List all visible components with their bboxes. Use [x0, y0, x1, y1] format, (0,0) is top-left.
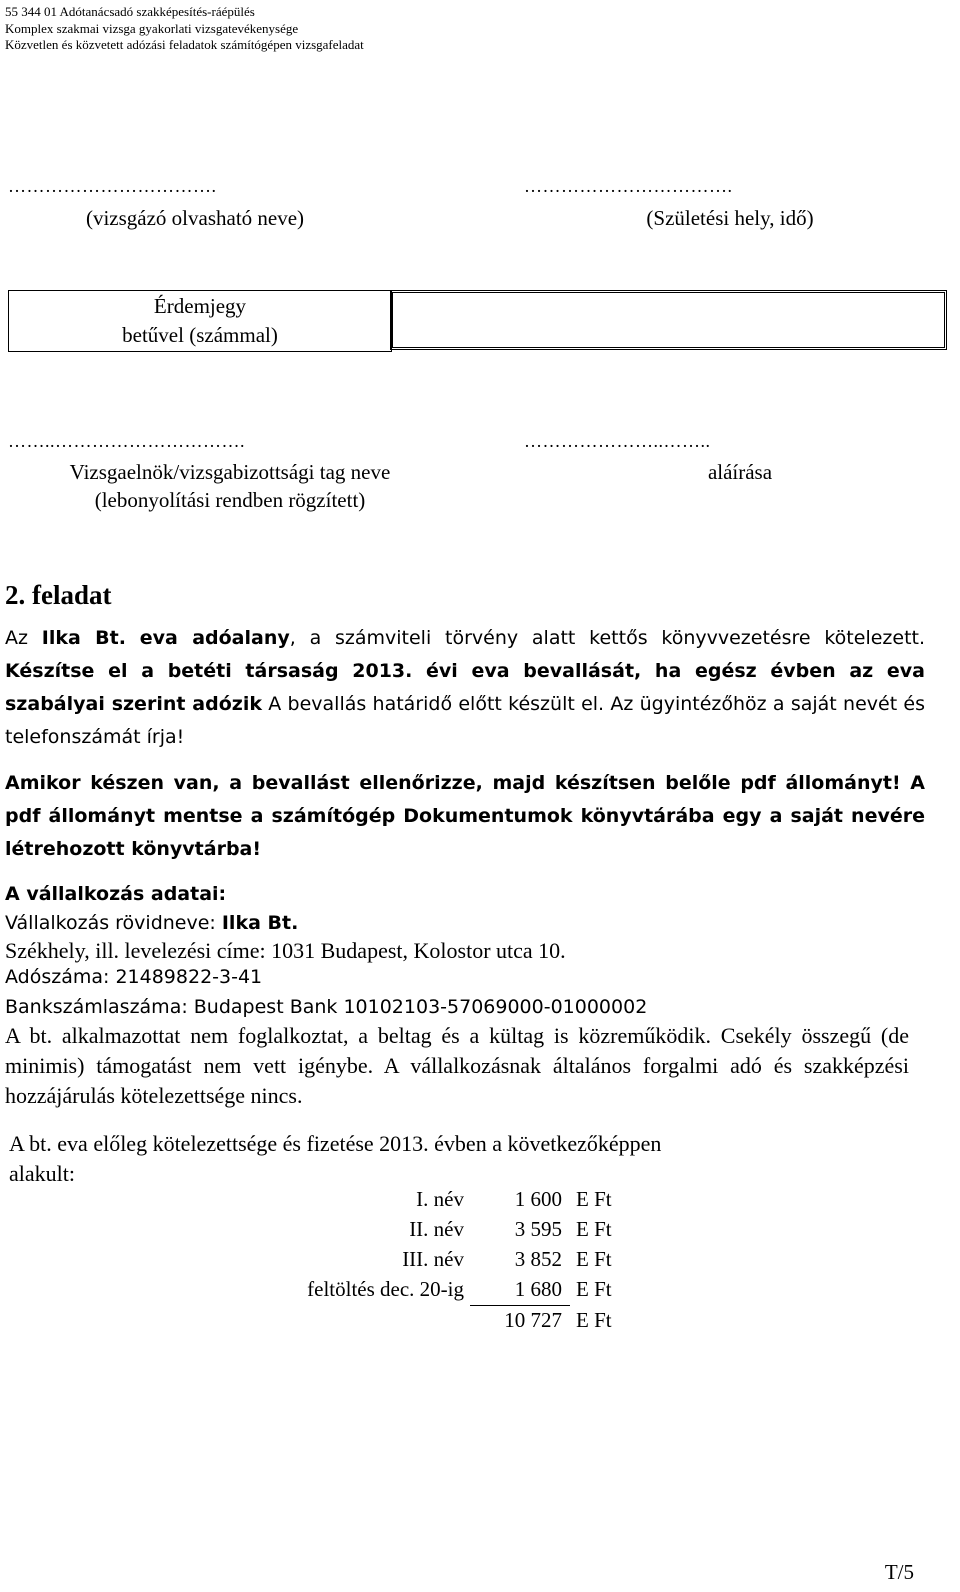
header-line-1: 55 344 01 Adótanácsadó szakképesítés-ráépülés: [5, 4, 255, 19]
p1-text-e: , a számviteli törvény alatt kettős könyvvezetésre kötelezett.: [289, 627, 926, 649]
payment-label: I. név: [416, 1187, 464, 1211]
payment-unit: E Ft: [576, 1187, 612, 1211]
task-title: 2. feladat: [5, 580, 112, 610]
company-tax-number: Adószáma: 21489822-3-41: [5, 966, 263, 988]
p1-text-g: A bevallás határidő előtt készült el. Az ügyintézőhöz a saját nevét és telefonszámát írja!: [5, 693, 926, 748]
payment-unit: E Ft: [576, 1308, 612, 1332]
candidate-name-dots: …………………………….: [8, 176, 217, 196]
short-name-label: Vállalkozás rövidneve:: [5, 912, 222, 934]
payment-row: [0, 1217, 960, 1247]
payment-label: II. név: [409, 1217, 464, 1241]
eva-taxpayer-inline: eva adóalany: [139, 627, 290, 649]
payment-amount: 3 595: [514, 1217, 562, 1241]
payment-total-amount: 10 727: [504, 1308, 562, 1332]
document-header: [5, 4, 364, 54]
sum-underline: [470, 1305, 570, 1306]
header-line-2: Komplex szakmai vizsga gyakorlati vizsgatevékenysége: [5, 20, 299, 36]
p1-text-a: Az: [5, 627, 42, 649]
page-number: T/5: [884, 1560, 914, 1584]
short-name-value: Ilka Bt.: [221, 912, 299, 934]
p1-space: [126, 627, 140, 649]
task-paragraph-4: A bt. eva előleg kötelezettsége és fizetése 2013. évben a következőképpen alakult:: [9, 1131, 662, 1186]
birth-info-dots: …………………………….: [524, 176, 733, 196]
task-paragraph-2: Amikor készen van, a bevallást ellenőrizze, majd készítsen belőle pdf állományt! A pdf állományt mentse a számítógép Dokumentumok könyvtárába egy a saját nevére létrehozott könyvtárba!: [5, 772, 925, 860]
payment-unit: E Ft: [576, 1217, 612, 1241]
header-line-3: Közvetlen és közvetett adózási feladatok számítógépen vizsgafeladat: [5, 37, 364, 52]
payment-total-row: [0, 1308, 960, 1338]
payment-label: feltöltés dec. 20-ig: [307, 1277, 464, 1301]
payment-unit: E Ft: [576, 1277, 612, 1301]
payment-label: III. név: [402, 1247, 464, 1271]
payment-amount: 1 600: [514, 1187, 562, 1211]
company-bank-account: Bankszámlaszáma: Budapest Bank 10102103-57069000-01000002: [5, 996, 648, 1018]
p1-instruction-bold: Készítse el a betéti társaság 2013. évi eva bevallását, ha egész évben az eva szabályai szerint adózik: [5, 660, 925, 715]
examiner-name-note: (lebonyolítási rendben rögzített): [94, 488, 366, 512]
examiner-name-label: Vizsgaelnök/vizsgabizottsági tag neve: [69, 460, 391, 484]
payment-amount: 3 852: [514, 1247, 562, 1271]
birth-info-label: (Születési hely, idő): [646, 206, 814, 230]
examiner-name-dots: ……..………………………….: [8, 431, 245, 451]
grade-label-line2: betűvel (számmal): [122, 323, 278, 347]
signature-label: aláírása: [707, 460, 773, 484]
company-address: Székhely, ill. levelezési címe: 1031 Budapest, Kolostor utca 10.: [5, 938, 566, 963]
company-name-inline: Ilka Bt.: [41, 627, 126, 649]
payment-row: [0, 1187, 960, 1217]
payment-row: [0, 1247, 960, 1277]
payment-amount: 1 680: [514, 1277, 562, 1301]
task-paragraph-1: [5, 622, 925, 754]
grade-label-line1: Érdemjegy: [153, 294, 247, 318]
payment-row: [0, 1277, 960, 1307]
company-data-heading: A vállalkozás adatai:: [5, 883, 227, 905]
payment-unit: E Ft: [576, 1247, 612, 1271]
grade-entry-box[interactable]: [390, 290, 947, 350]
task-paragraph-3: A bt. alkalmazottat nem foglalkoztat, a beltag és a kültag is közreműködik. Csekély összegű (de minimis) támogatást nem vett igénybe. A vállalkozásnak általános forgalmi adó és szakképzési hozzájárulás kötelezettsége nincs.: [5, 1023, 909, 1108]
signature-dots: …………………..……..: [524, 431, 711, 451]
grade-label-box: [8, 290, 392, 352]
candidate-name-label: (vizsgázó olvasható neve): [85, 206, 305, 230]
